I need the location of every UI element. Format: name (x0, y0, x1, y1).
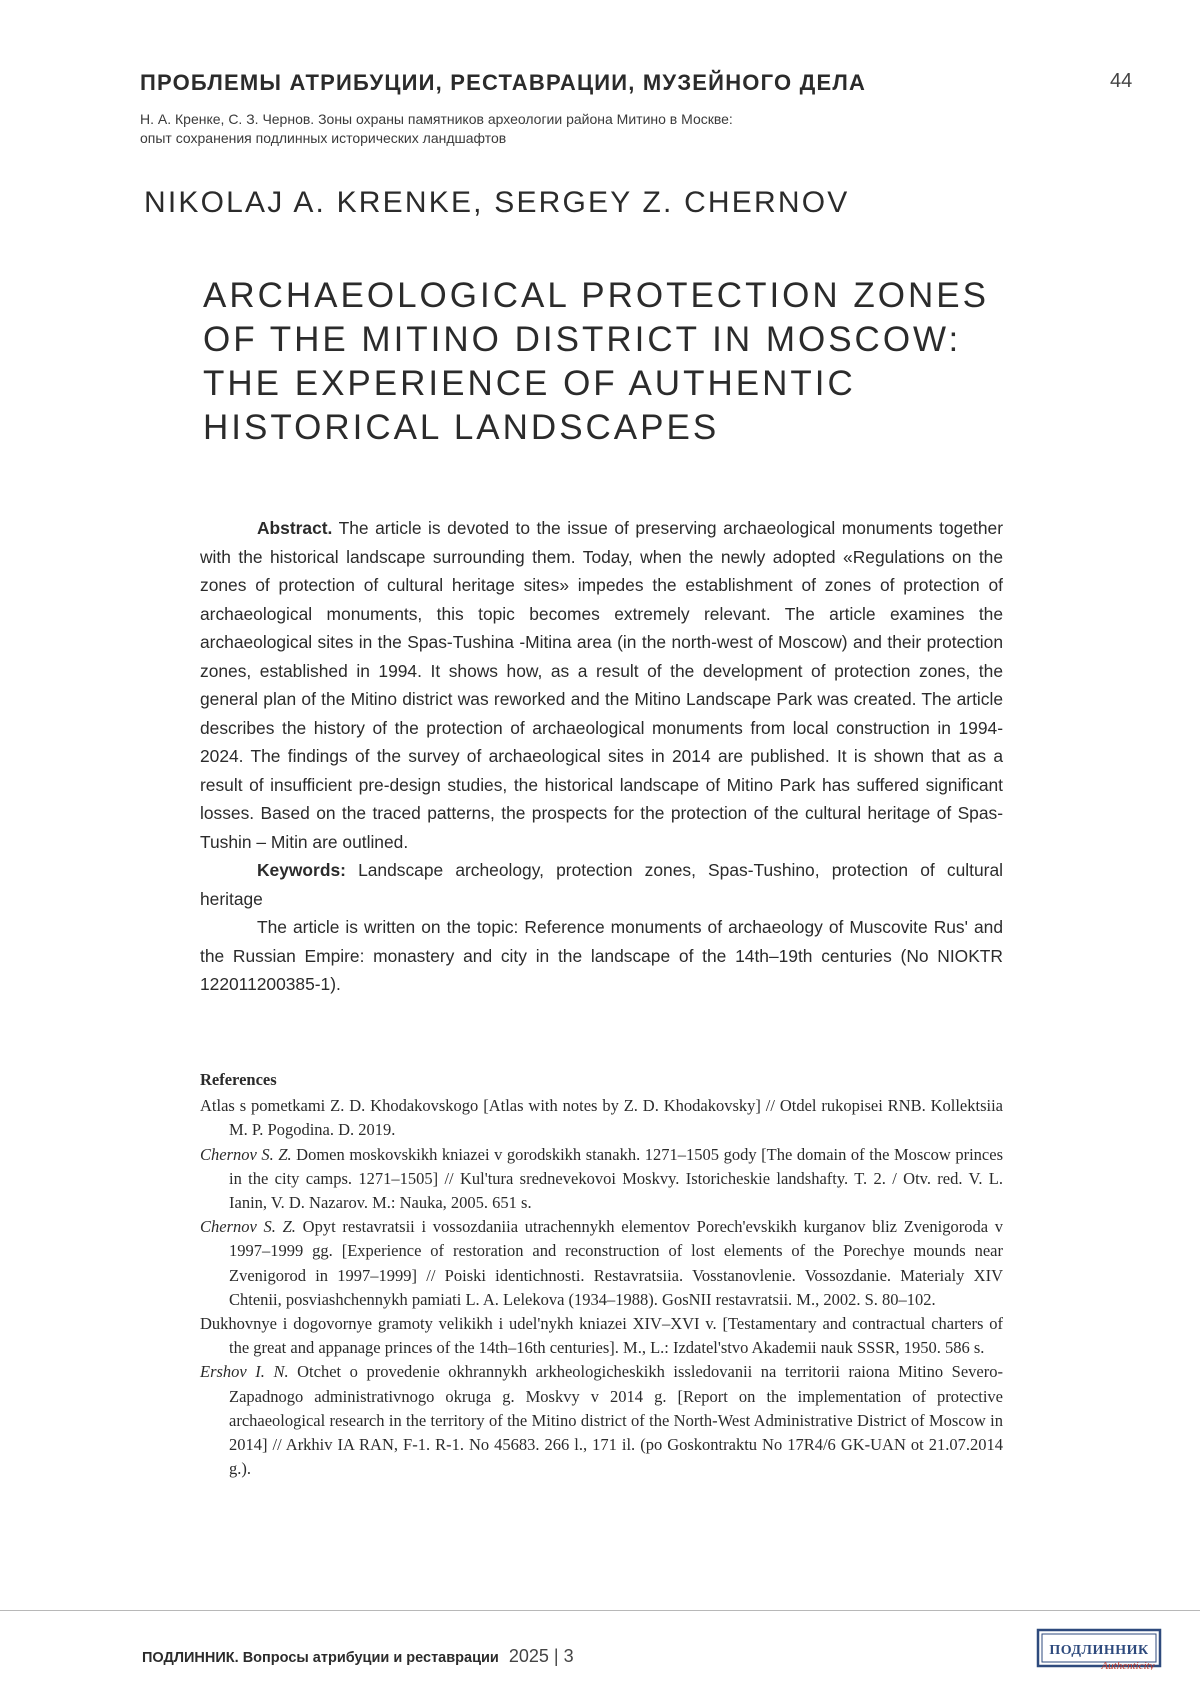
abstract-label: Abstract. (257, 518, 332, 538)
reference-text: Domen moskovskikh kniazei v gorodskikh stanakh. 1271–1505 gody [The domain of the Moscow princes in the city camps. 1271–1505] // Kul'tura srednevekovoi Moskvy. Istoricheskie landshafty. T. 2. / Otv. red. V. L. Ianin, V. D. Nazarov. M.: Nauka, 2005. 651 s. (229, 1145, 1003, 1212)
abstract-text: The article is devoted to the issue of preserving archaeological monuments together with the historical landscape surrounding them. Today, when the newly adopted «Regulations on the zones of protection of cultural heritage sites» impedes the establishment of zones of protection of archaeological monuments, this topic becomes extremely relevant. The article examines the archaeological sites in the Spas-Tushina -Mitina area (in the north-west of Moscow) and their protection zones, established in 1994. It shows how, as a result of the development of protection zones, the general plan of the Mitino district was reworked and the Mitino Landscape Park was created. The article describes the history of the protection of archaeological monuments from local construction in 1994-2024. The findings of the survey of archaeological sites in 2014 are published. It is shown that as a result of insufficient pre-design studies, the historical landscape of Mitino Park has suffered significant losses. Based on the traced patterns, the prospects for the protection of the cultural heritage of Spas-Tushin – Mitin are outlined. (200, 518, 1003, 852)
reference-text: Otchet o provedenie okhrannykh arkheologicheskikh issledovanii na territorii raiona Mitino Severo-Zapadnogo administrativnogo okruga g. Moskvy v 2014 g. [Report on the implementation of protective archaeological research in the territory of the Mitino district of the North-West Administrative District of Moscow in 2014] // Arkhiv IA RAN, F-1. R-1. No 45683. 266 l., 171 il. (po Goskontraktu No 17R4/6 GK-UAN ot 21.07.2014 g.). (229, 1362, 1003, 1478)
reference-item (200, 1360, 1003, 1481)
logo-text: ПОДЛИННИК (1049, 1643, 1149, 1658)
reference-item (200, 1215, 1003, 1312)
abstract-paragraph (200, 514, 1003, 856)
funding-note: The article is written on the topic: Reference monuments of archaeology of Muscovite Rus' and the Russian Empire: monastery and city in the landscape of the 14th–19th centuries (No NIOKTR 122011200385-1). (200, 913, 1003, 999)
keywords-label: Keywords: (257, 860, 346, 880)
keywords-paragraph (200, 856, 1003, 913)
reference-author: Ershov I. N. (200, 1362, 289, 1381)
article-authors: NIKOLAJ A. KRENKE, SERGEY Z. CHERNOV (144, 186, 849, 220)
reference-text: Dukhovnye i dogovornye gramoty velikikh i udel'nykh kniazei XIV–XVI v. [Testamentary and contractual charters of the great and appanage princes of the 14th–16th centuries]. M., L.: Izdatel'stvo Akademii nauk SSSR, 1950. 586 s. (200, 1314, 1003, 1357)
footer (142, 1646, 574, 1667)
running-header-line: опыт сохранения подлинных исторических ландшафтов (140, 129, 733, 148)
article-title: ARCHAEOLOGICAL PROTECTION ZONES OF THE MITINO DISTRICT IN MOSCOW: THE EXPERIENCE OF AUTHENTIC HISTORICAL LANDSCAPES (203, 274, 1003, 450)
reference-author: Chernov S. Z. (200, 1217, 296, 1236)
running-header (140, 110, 733, 148)
abstract-block (200, 514, 1003, 999)
reference-item (200, 1094, 1003, 1142)
references-heading: References (200, 1068, 1003, 1092)
logo-script: Authenticity (1100, 1660, 1154, 1670)
section-title: ПРОБЛЕМЫ АТРИБУЦИИ, РЕСТАВРАЦИИ, МУЗЕЙНОГО ДЕЛА (140, 70, 866, 96)
journal-logo (1036, 1628, 1166, 1670)
journal-issue: 2025 | 3 (509, 1646, 574, 1666)
reference-text: Atlas s pometkami Z. D. Khodakovskogo [Atlas with notes by Z. D. Khodakovsky] // Otdel rukopisei RNB. Kollektsiia M. P. Pogodina. D. 2019. (200, 1096, 1003, 1139)
journal-name: ПОДЛИННИК. Вопросы атрибуции и реставрации (142, 1650, 499, 1666)
running-header-line: Н. А. Кренке, С. З. Чернов. Зоны охраны памятников археологии района Митино в Москве: (140, 110, 733, 129)
keywords-text: Landscape archeology, protection zones, Spas-Tushino, protection of cultural heritage (200, 860, 1003, 909)
footer-divider (0, 1610, 1200, 1611)
reference-item (200, 1143, 1003, 1216)
reference-item (200, 1312, 1003, 1360)
references-section (200, 1068, 1003, 1481)
page-number: 44 (1110, 70, 1132, 93)
reference-author: Chernov S. Z. (200, 1145, 292, 1164)
reference-text: Opyt restavratsii i vossozdaniia utrachennykh elementov Porech'evskikh kurganov bliz Zvenigoroda v 1997–1999 gg. [Experience of restoration and reconstruction of lost elements of the Porechye mounds near Zvenigorod in 1997–1999] // Poiski identichnosti. Restavratsiia. Vosstanovlenie. Vossozdanie. Materialy XIV Chtenii, posviashchennykh pamiati L. A. Lelekova (1934–1988). GosNII restavratsii. M., 2002. S. 80–102. (229, 1217, 1003, 1309)
